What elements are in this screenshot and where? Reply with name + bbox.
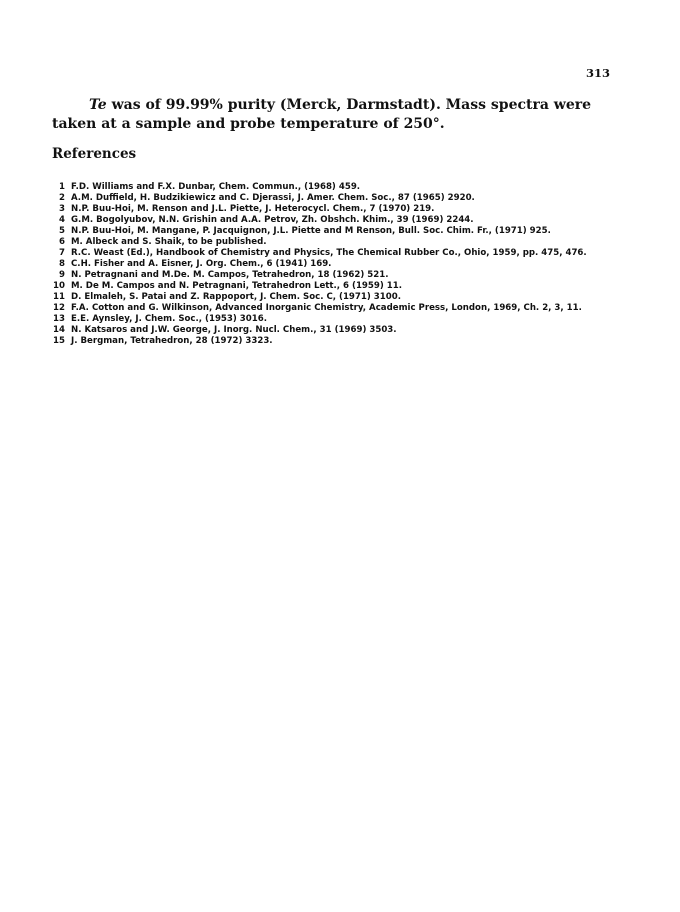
reference-text: F.A. Cotton and G. Wilkinson, Advanced Inorganic Chemistry, Academic Press, London, 1969, Ch. 2, 3, 11. <box>71 303 582 313</box>
reference-text: M. De M. Campos and N. Petragnani, Tetrahedron Lett., 6 (1959) 11. <box>71 281 403 291</box>
reference-number: 9 <box>59 270 65 280</box>
reference-text: N.P. Buu-Hoi, M. Renson and J.L. Piette, J. Heterocycl. Chem., 7 (1970) 219. <box>71 204 435 214</box>
reference-text: G.M. Bogolyubov, N.N. Grishin and A.A. Petrov, Zh. Obshch. Khim., 39 (1969) 2244. <box>71 215 474 225</box>
reference-text: R.C. Weast (Ed.), Handbook of Chemistry and Physics, The Chemical Rubber Co., Ohio, 1959, pp. 475, 476. <box>71 248 587 258</box>
reference-number: 8 <box>59 259 65 269</box>
reference-number: 6 <box>59 237 65 247</box>
reference-number: 7 <box>59 248 65 258</box>
reference-number: 12 <box>53 303 65 313</box>
body-paragraph <box>52 96 612 134</box>
reference-item <box>52 226 612 237</box>
reference-item <box>52 215 612 226</box>
reference-item <box>52 204 612 215</box>
reference-item <box>52 182 612 193</box>
reference-item <box>52 336 612 347</box>
reference-item <box>52 270 612 281</box>
reference-item <box>52 303 612 314</box>
page-number: 313 <box>585 66 610 80</box>
reference-text: C.H. Fisher and A. Eisner, J. Org. Chem., 6 (1941) 169. <box>71 259 332 269</box>
reference-number: 15 <box>53 336 65 346</box>
reference-number: 4 <box>59 215 65 225</box>
reference-text: A.M. Duffield, H. Budzikiewicz and C. Djerassi, J. Amer. Chem. Soc., 87 (1965) 2920. <box>71 193 475 203</box>
reference-item <box>52 193 612 204</box>
reference-number: 10 <box>53 281 65 291</box>
reference-item <box>52 248 612 259</box>
reference-text: D. Elmaleh, S. Patai and Z. Rappoport, J. Chem. Soc. C, (1971) 3100. <box>71 292 401 302</box>
reference-item <box>52 314 612 325</box>
reference-text: N. Petragnani and M.De. M. Campos, Tetrahedron, 18 (1962) 521. <box>71 270 389 280</box>
reference-number: 14 <box>53 325 65 335</box>
reference-number: 13 <box>53 314 65 324</box>
reference-number: 2 <box>59 193 65 203</box>
reference-item <box>52 237 612 248</box>
element-symbol: Te <box>89 97 107 113</box>
paragraph-text: was of 99.99% purity (Merck, Darmstadt). Mass spectra were taken at a sample and probe temperature of 250°. <box>52 97 592 132</box>
reference-text: N.P. Buu-Hoi, M. Mangane, P. Jacquignon, J.L. Piette and M Renson, Bull. Soc. Chim. Fr., (1971) 925. <box>71 226 551 236</box>
reference-text: F.D. Williams and F.X. Dunbar, Chem. Commun., (1968) 459. <box>71 182 361 192</box>
reference-text: J. Bergman, Tetrahedron, 28 (1972) 3323. <box>71 336 273 346</box>
references-heading: References <box>52 146 137 162</box>
reference-number: 1 <box>59 182 65 192</box>
reference-text: N. Katsaros and J.W. George, J. Inorg. Nucl. Chem., 31 (1969) 3503. <box>71 325 397 335</box>
reference-list <box>52 182 612 347</box>
reference-text: M. Albeck and S. Shaik, to be published. <box>71 237 267 247</box>
reference-item <box>52 259 612 270</box>
reference-item <box>52 292 612 303</box>
reference-item <box>52 325 612 336</box>
reference-text: E.E. Aynsley, J. Chem. Soc., (1953) 3016. <box>71 314 267 324</box>
reference-number: 3 <box>59 204 65 214</box>
reference-number: 11 <box>53 292 65 302</box>
reference-number: 5 <box>59 226 65 236</box>
reference-item <box>52 281 612 292</box>
